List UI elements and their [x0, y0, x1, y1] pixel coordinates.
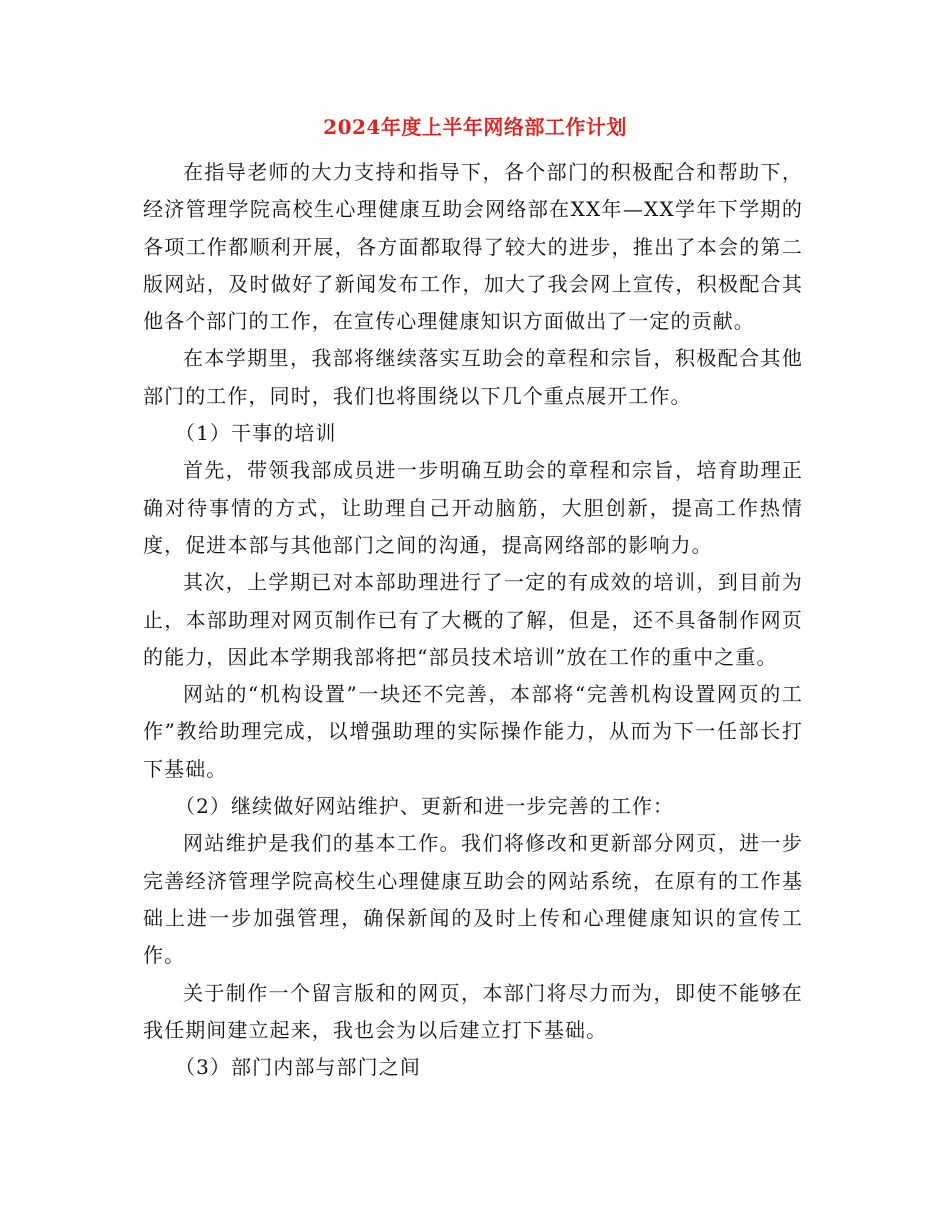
paragraph-website-structure: 网站的“机构设置”一块还不完善，本部将“完善机构设置网页的工作”教给助理完成，以增强助理的实际操作能力，从而为下一任部长打下基础。	[143, 682, 803, 781]
paragraph-intro: 在指导老师的大力支持和指导下，各个部门的积极配合和帮助下，经济管理学院高校生心理健康互助会网络部在XX年—XX学年下学期的各项工作都顺利开展，各方面都取得了较大的进步，推出了本会的第二版网站，及时做好了新闻发布工作，加大了我会网上宣传，积极配合其他各个部门的工作，在宣传心理健康知识方面做出了一定的贡献。	[143, 160, 803, 334]
section-heading-3: （3）部门内部与部门之间	[175, 1055, 421, 1080]
document-body	[143, 154, 803, 1086]
paragraph-semester-plan: 在本学期里，我部将继续落实互助会的章程和宗旨，积极配合其他部门的工作，同时，我们也将围绕以下几个重点展开工作。	[143, 346, 803, 408]
section-heading-2: （2）继续做好网站维护、更新和进一步完善的工作：	[175, 794, 675, 819]
paragraph-first: 首先，带领我部成员进一步明确互助会的章程和宗旨，培育助理正确对待事情的方式，让助理自己开动脑筋，大胆创新，提高工作热情度，促进本部与其他部门之间的沟通，提高网络部的影响力。	[143, 458, 803, 557]
paragraph-guestbook: 关于制作一个留言版和的网页，本部门将尽力而为，即使不能够在我任期间建立起来，我也会为以后建立打下基础。	[143, 980, 803, 1042]
section-heading-1: （1）干事的培训	[175, 421, 337, 446]
paragraph-second: 其次，上学期已对本部助理进行了一定的有成效的培训，到目前为止，本部助理对网页制作已有了大概的了解，但是，还不具备制作网页的能力，因此本学期我部将把“部员技术培训”放在工作的重中之重。	[143, 570, 803, 669]
document-title: 2024年度上半年网络部工作计划	[323, 115, 627, 139]
paragraph-maintenance: 网站维护是我们的基本工作。我们将修改和更新部分网页，进一步完善经济管理学院高校生心理健康互助会的网站系统，在原有的工作基础上进一步加强管理，确保新闻的及时上传和心理健康知识的宣传工作。	[143, 831, 803, 968]
